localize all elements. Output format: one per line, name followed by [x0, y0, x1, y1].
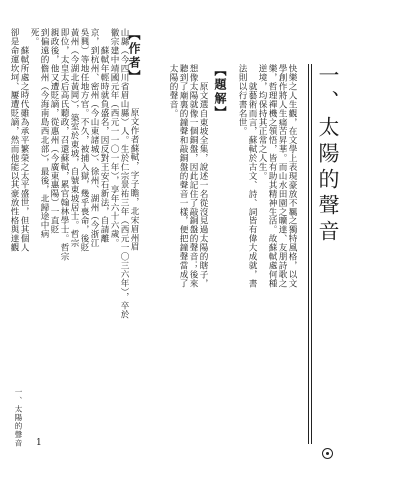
chapter-ornament-icon: [322, 448, 333, 459]
title-rule-inner: [308, 64, 309, 444]
notes-column: 聽到了廟裏的鐘聲和敲銅盤的聲音一樣，便把鐘聲當成了: [178, 64, 188, 288]
intro-column: 學創作將人生痛苦昇華。而山水田園之曠達、友朋詩歌之: [277, 64, 287, 288]
author-column: 到偏遠的儋州（今海南島西北部），最後，北歸途中病: [39, 28, 49, 239]
notes-column: 太陽的聲音。: [168, 64, 178, 118]
author-column: 京，到杭州、密州（今山東諸城）、徐州、湖州（今浙江: [89, 28, 99, 248]
intro-column: 樂，哲理禪機之領悟，皆有助其精神生活。故蘇軾處何種: [267, 64, 277, 288]
author-column: 蘇軾所處之時代雖為承平繁榮之太平盛世，但其個人: [19, 28, 29, 252]
notes-column: 想像太陽就像一個銅盤，因此記住了敲銅盤的聲音；後來: [188, 64, 198, 288]
bracket-close: 】: [127, 70, 141, 84]
author-heading: [127, 28, 141, 84]
author-column: 山縣（今四川省眉山縣）人。生於仁宗景祐三年（西元一〇三六年），卒於: [119, 28, 129, 320]
author-column: 親政後，他又遭貶謫，從惠州（今廣東惠陽）一直貶: [49, 28, 59, 234]
author-column: 徽宗建中靖國元年（西元一一〇一年），享年六十六歲。: [109, 28, 119, 248]
author-column: 卻是命運坎坷、屢遭貶謫，然而他能以其豪放性格與達觀: [9, 28, 19, 252]
page-number: 1: [36, 438, 42, 448]
author-heading-label: 作者: [127, 42, 141, 70]
author-column: 黃州（今湖北黃岡），築室於東坡，自號東坡居士。哲宗: [69, 28, 79, 248]
intro-column: 逆境，均保持其正常之人生。: [257, 64, 267, 181]
intro-column: 快樂之人生觀，在文學上表現豪放不羈之獨特風格，以文: [287, 64, 297, 288]
bracket-close: 】: [213, 106, 227, 120]
intro-column: 就藝術而言，蘇軾於古文、詩、詞皆有偉大成就，書: [247, 64, 257, 288]
notes-heading: [213, 64, 227, 120]
intro-column: 法則以行書名世。: [237, 64, 247, 136]
bracket-open: 【: [213, 64, 227, 78]
author-column: 死。: [29, 28, 39, 46]
author-column: 原文作者蘇軾，字子瞻，北宋眉州眉: [129, 90, 139, 252]
chapter-title: 一、太陽的聲音: [316, 64, 340, 246]
running-head: 一、太陽的聲音: [14, 388, 23, 448]
author-column: 即位，太皇太后高氏聽政，召還蘇軾，累官翰林學士。哲宗: [59, 28, 69, 261]
title-rule: [311, 64, 312, 444]
bracket-open: 【: [127, 28, 141, 42]
notes-heading-label: 題解: [213, 78, 227, 106]
notes-column: 原文選自東坡全集，說述一名從沒見過太陽的瞎子，: [198, 64, 208, 288]
author-column: 蘇軾年輕時就負盛名，因反對王安石新法，自請離: [99, 28, 109, 243]
author-column: 吳興）等地任地方官。不久，被捕入獄，幾乎喪命，後貶: [79, 28, 89, 252]
